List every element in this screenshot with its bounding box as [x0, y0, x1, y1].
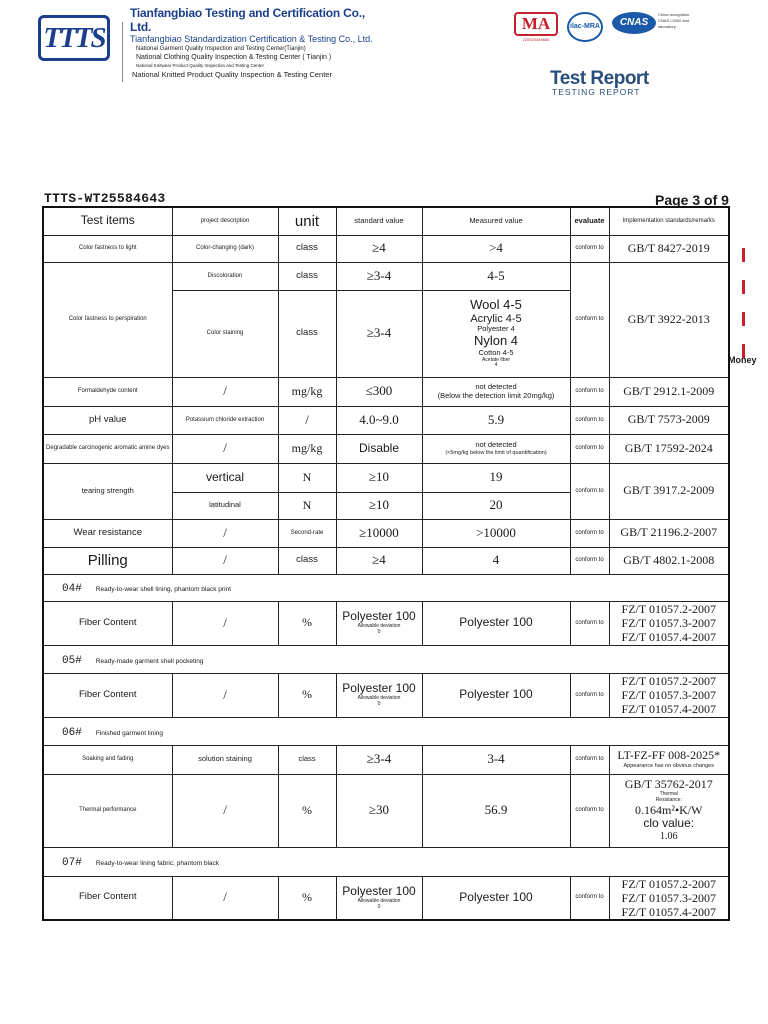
table-row: latitudinal N ≥10 20: [43, 492, 729, 519]
report-title-block: [550, 68, 649, 97]
center-3: National Knitwear Product Quality Inspection and Testing Center: [136, 63, 264, 68]
table-row: Wear resistance / Second-rate ≥10000 >10000 conform to GB/T 21196.2-2007: [43, 519, 729, 547]
table-row: pH value Potassium chloride extraction / 4.0~9.0 5.9 conform to GB/T 7573-2009: [43, 406, 729, 434]
section-row: 06# Finished garment lining: [43, 717, 729, 745]
table-row: Color fastness to light Color-changing (dark) class ≥4 >4 conform to GB/T 8427-2019: [43, 235, 729, 262]
section-row: 04# Ready-to-wear shell lining, phantom black print: [43, 574, 729, 601]
table-row: tearing strength vertical N ≥10 19 conform to GB/T 3917.2-2009: [43, 463, 729, 492]
company-logo: TTTS: [38, 15, 110, 61]
table-row: Fiber Content / % Polyester 100 Allowable deviation 0 Polyester 100 conform to FZ/T 01057.2-2007 FZ/T 01057.3-2007 FZ/T 01057.4-2007: [43, 876, 729, 920]
company-subname: Tianfangbiao Standardization Certification & Testing Co., Ltd.: [130, 34, 373, 44]
header-implementation: Implementation standards/remarks: [609, 207, 729, 235]
page-number: Page 3 of 9: [655, 192, 729, 208]
center-2: National Clothing Quality Inspection & Testing Center ( Tianjin ): [136, 54, 332, 61]
table-row: Fiber Content / % Polyester 100 Allowable deviation 0 Polyester 100 conform to FZ/T 01057.2-2007 FZ/T 01057.3-2007 FZ/T 01057.4-2007: [43, 601, 729, 645]
table-row: Soaking and fading solution staining class ≥3-4 3-4 conform to LT-FZ-FF 008-2025* Appearance has no obvious changes: [43, 745, 729, 774]
table-row: Fiber Content / % Polyester 100 Allowable deviation 0 Polyester 100 conform to FZ/T 01057.2-2007 FZ/T 01057.3-2007 FZ/T 01057.4-2007: [43, 673, 729, 717]
report-subtitle: TESTING REPORT: [552, 87, 641, 97]
cnas-mark: CNASChina recognition CNAS L0000 test laboratory: [612, 12, 696, 34]
header-measured-value: Measured value: [422, 207, 570, 235]
ilac-mra-mark: ilac-MRA: [567, 12, 605, 44]
side-label: Money: [728, 355, 757, 365]
header-project-description: project description: [172, 207, 278, 235]
staining-results: Wool 4-5 Acrylic 4-5 Polyester 4 Nylon 4 Cotton 4-5 Acetate fiber 4: [422, 290, 570, 377]
header-test-items: Test items: [43, 207, 172, 235]
table-row: Color fastness to perspiration Discoloration class ≥3-4 4-5 conform to GB/T 3922-2013: [43, 262, 729, 290]
header-evaluate: evaluate: [570, 207, 609, 235]
report-title: Test Report: [550, 68, 649, 89]
report-number: TTTS-WT25584643: [44, 191, 166, 206]
cma-mark: MA 220020349666: [514, 12, 558, 42]
table-row: Color staining class ≥3-4 Wool 4-5 Acrylic 4-5 Polyester 4 Nylon 4 Cotton 4-5 Acetate fiber 4: [43, 290, 729, 377]
table-row: Degradable carcinogenic aromatic amine dyes / mg/kg Disable not detected (<5mg/kg below the limit of quantification) conform to GB/T 17592-2024: [43, 434, 729, 463]
center-1: National Garment Quality Inspection and Testing Center(Tianjin): [136, 46, 306, 52]
test-results-table: [42, 206, 730, 921]
table-row: Thermal performance / % ≥30 56.9 conform to GB/T 35762-2017 Thermal Resistance: 0.164m²•K/W clo value: 1.06: [43, 774, 729, 847]
header-standard-value: standard value: [336, 207, 422, 235]
table-row: Formaldehyde content / mg/kg ≤300 not detected (Below the detection limit 20mg/kg) conform to GB/T 2912.1-2009: [43, 377, 729, 406]
section-row: 05# Ready-made garment shell pocketing: [43, 645, 729, 673]
center-4: National Knitted Product Quality Inspection & Testing Center: [132, 70, 332, 79]
header-unit: unit: [278, 207, 336, 235]
section-row: 07# Ready-to-wear lining fabric, phantom black: [43, 847, 729, 876]
table-header-row: [43, 207, 729, 235]
table-row: Pilling / class ≥4 4 conform to GB/T 4802.1-2008: [43, 547, 729, 574]
company-block: [122, 6, 382, 79]
company-name: Tianfangbiao Testing and Certification Co., Ltd.: [130, 6, 365, 34]
